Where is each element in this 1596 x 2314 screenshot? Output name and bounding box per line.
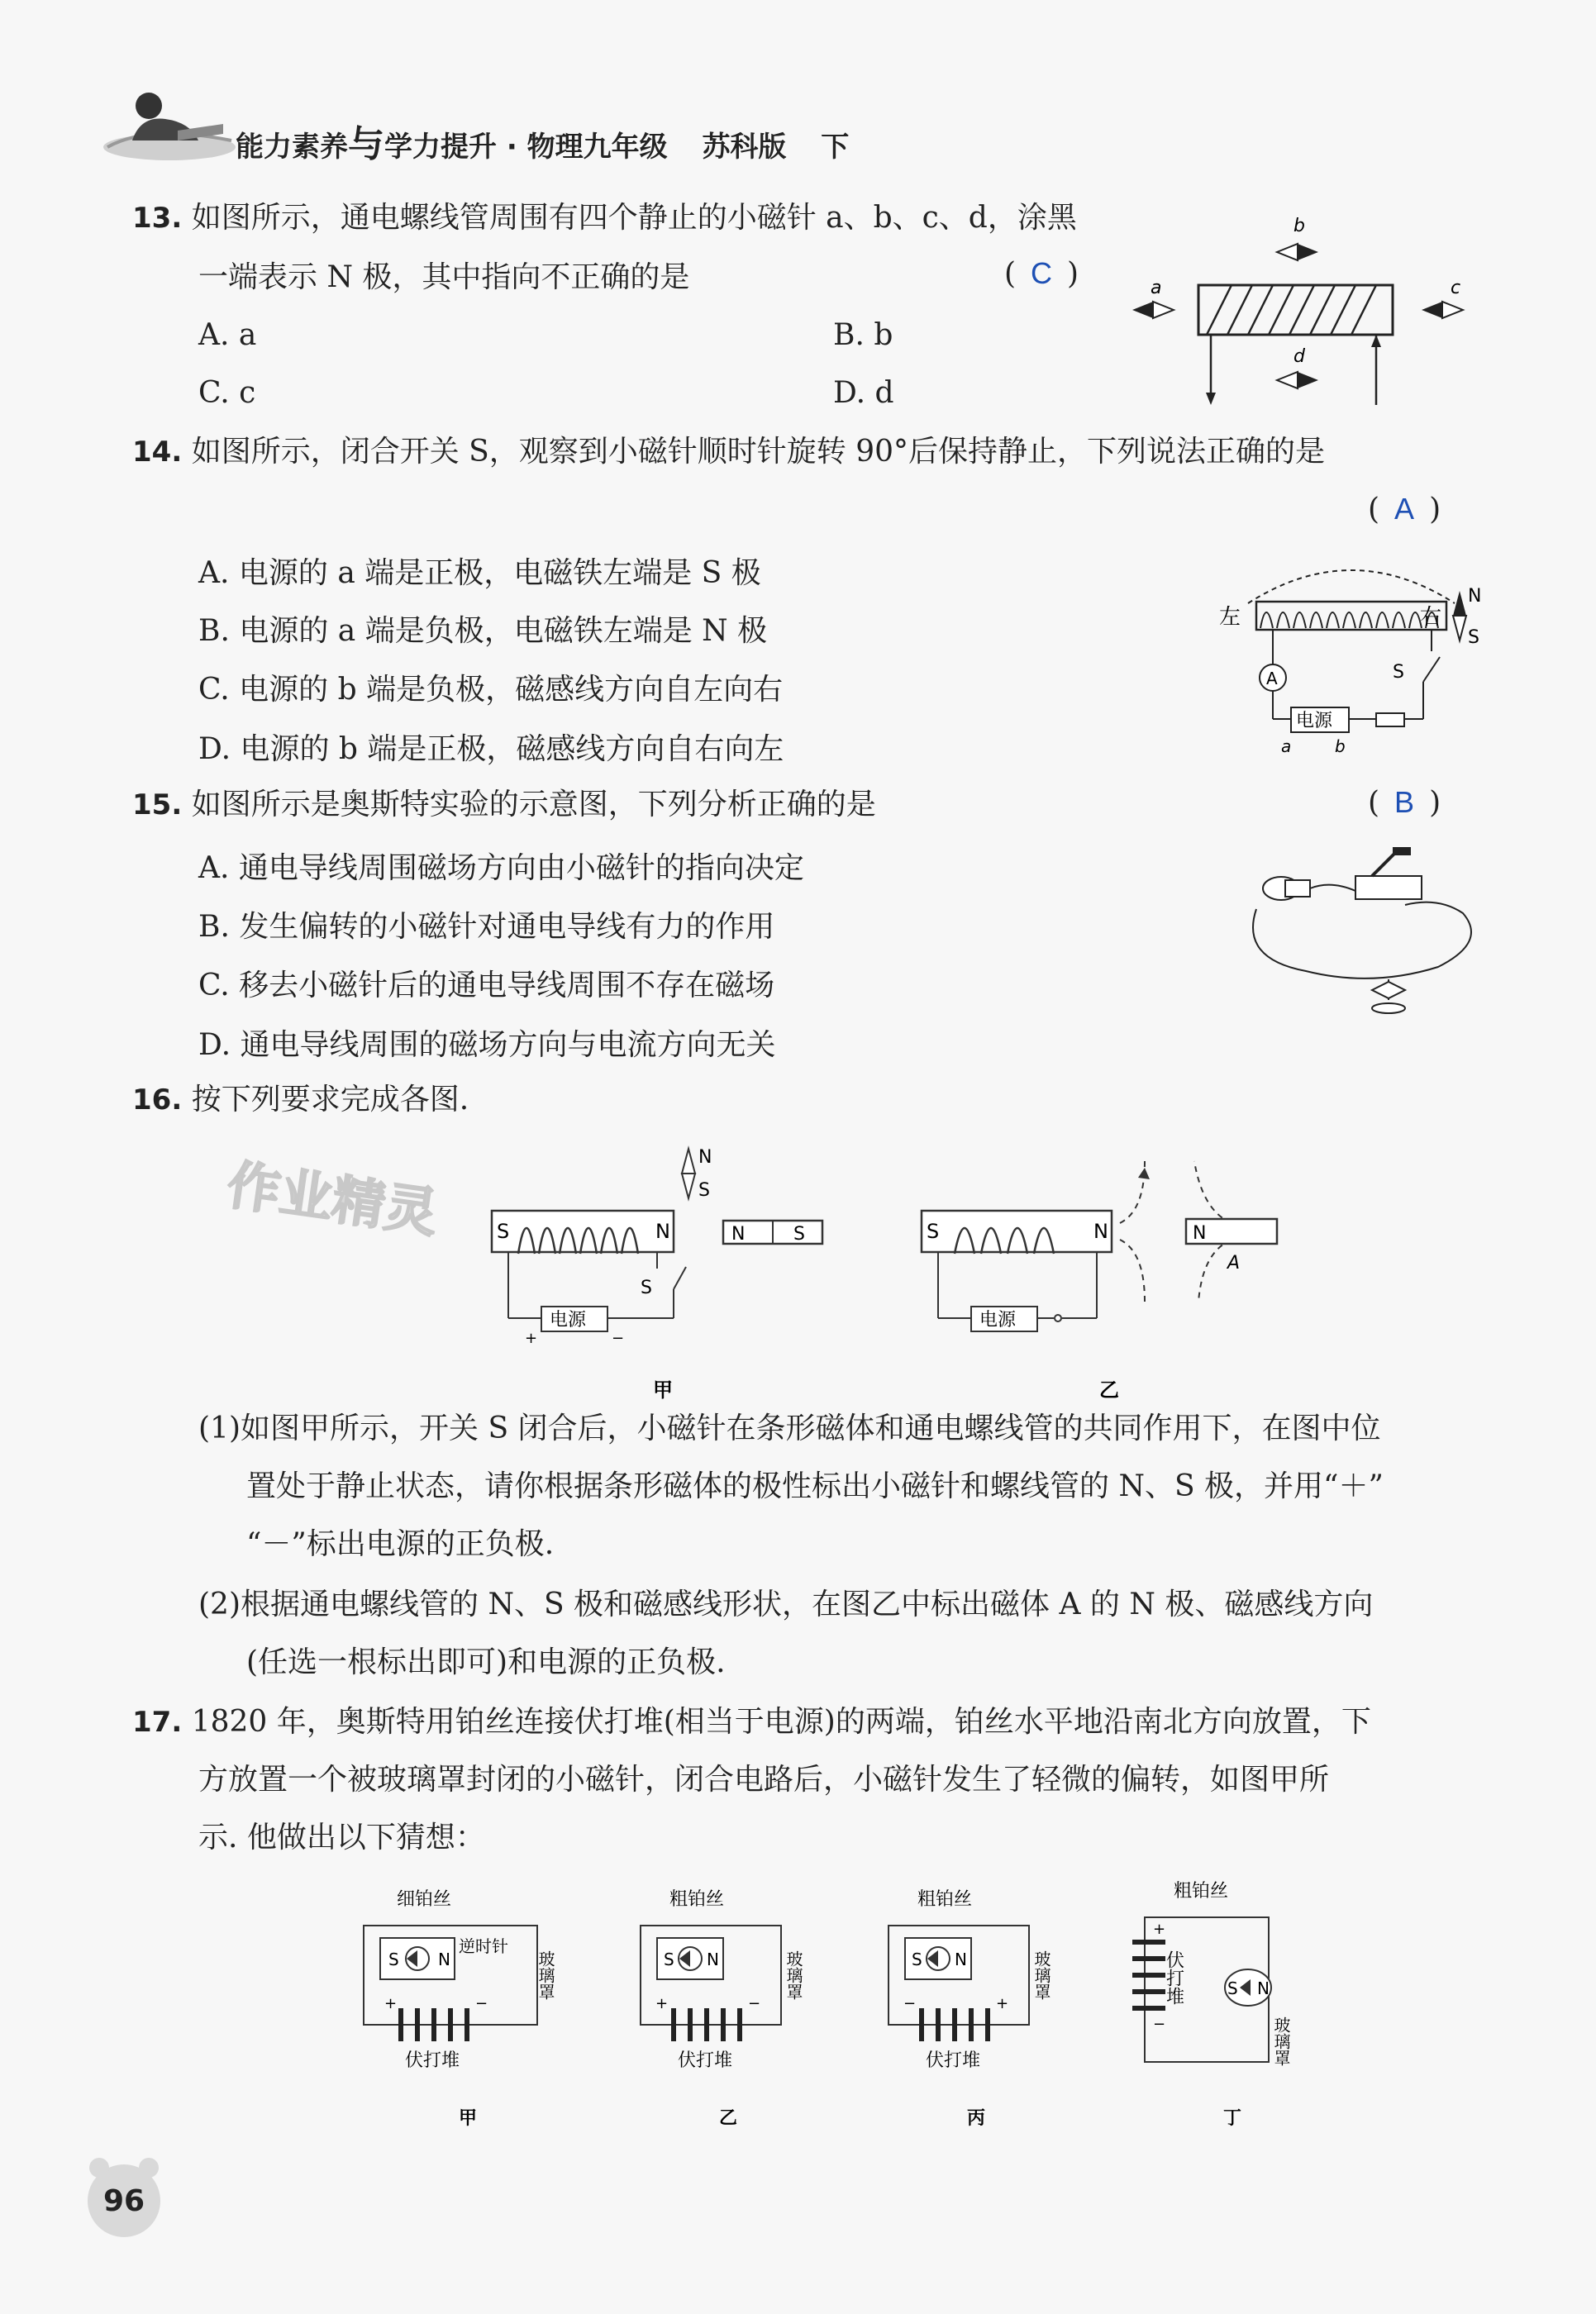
q13-label-b: b	[1293, 216, 1305, 236]
q17-ding-minus: −	[1153, 2016, 1166, 2033]
q17-line3: 示. 他做出以下猜想：	[198, 1821, 485, 1855]
q13-line2: 一端表示 N 极，其中指向不正确的是	[198, 260, 690, 294]
q13-line1: 如图所示，通电螺线管周围有四个静止的小磁针 a、b、c、d，涂黑	[191, 201, 1077, 235]
q17-jia-caption: 甲	[459, 2108, 478, 2129]
page-number: 96	[102, 2184, 145, 2218]
q14-label-n: N	[1468, 586, 1482, 607]
jia-bar-n: N	[731, 1224, 746, 1245]
header-volume: 下	[821, 131, 850, 164]
q17-ding-wire: 粗铂丝	[1174, 1881, 1229, 1902]
jia-caption: 甲	[653, 1378, 673, 1401]
q13-number: 13.	[132, 202, 183, 235]
question-14	[132, 432, 1325, 472]
q13-label-c: c	[1451, 278, 1461, 298]
q17-jia-extra: 逆时针	[459, 1936, 508, 1956]
yi-bar-n: N	[1193, 1223, 1207, 1244]
q17-ding-glass: 玻璃罩	[1271, 2016, 1291, 2066]
q16-figure-yi	[913, 1153, 1293, 1401]
q17-jia-s: S	[388, 1950, 399, 1969]
q13-label-d: d	[1293, 346, 1305, 367]
q17-bing-s: S	[912, 1950, 922, 1969]
q16-sub1-line1: (1)如图甲所示，开关 S 闭合后，小磁针在条形磁体和通电螺线管的共同作用下，在图中位	[198, 1412, 1381, 1445]
q17-figure-bing	[880, 1884, 1095, 2132]
question-13	[132, 198, 1124, 298]
q17-jia-plus: +	[384, 1995, 398, 2012]
q15-answer-bracket: ( B )	[1368, 785, 1441, 820]
header	[99, 83, 926, 174]
jia-coil-s: S	[497, 1220, 510, 1243]
q17-jia-wire: 细铂丝	[397, 1889, 452, 1910]
q17-jia-minus: −	[475, 1995, 488, 2012]
q14-option-c: C. 电源的 b 端是负极，磁感线方向自左向右	[198, 673, 784, 707]
jia-needle-n: N	[698, 1147, 712, 1168]
q17-yi-s: S	[664, 1950, 674, 1969]
q15-stem: 如图所示是奥斯特实验的示意图，下列分析正确的是	[191, 788, 876, 821]
q13-figure	[1124, 207, 1471, 413]
q17-yi-wire: 粗铂丝	[669, 1889, 725, 1910]
q15-option-c: C. 移去小磁针后的通电导线周围不存在磁场	[198, 969, 775, 1002]
q16-stem: 按下列要求完成各图.	[191, 1083, 469, 1117]
q17-figure-ding	[1128, 1872, 1343, 2136]
question-17	[132, 1702, 1504, 1858]
q17-ding-s: S	[1227, 1978, 1238, 1998]
q17-figure-yi	[632, 1884, 847, 2132]
q14-option-a: A. 电源的 a 端是正极，电磁铁左端是 S 极	[198, 556, 761, 590]
q17-bing-minus: +	[996, 1995, 1009, 2012]
q17-line2: 方放置一个被玻璃罩封闭的小磁针，闭合电路后，小磁针发生了轻微的偏转，如图甲所	[198, 1763, 1330, 1797]
jia-switch: S	[641, 1278, 652, 1298]
question-15	[132, 785, 876, 825]
q15-answer: B	[1394, 785, 1415, 819]
q17-number: 17.	[132, 1706, 183, 1739]
q17-bing-wire: 粗铂丝	[917, 1889, 973, 1910]
q14-option-d: D. 电源的 b 端是正极，磁感线方向自右向左	[198, 732, 784, 766]
q14-answer-bracket: ( A )	[1368, 492, 1441, 526]
q17-yi-pile: 伏打堆	[678, 2050, 733, 2071]
jia-bar-s: S	[793, 1224, 805, 1245]
q14-label-b: b	[1335, 736, 1346, 756]
q15-option-a: A. 通电导线周围磁场方向由小磁针的指向决定	[198, 851, 804, 885]
q13-answer-bracket: ( C )	[1004, 256, 1079, 291]
q17-bing-glass: 玻璃罩	[1031, 1950, 1051, 2000]
q16-sub2-line1: (2)根据通电螺线管的 N、S 极和磁感线形状，在图乙中标出磁体 A 的 N 极、磁感线方向	[198, 1588, 1374, 1621]
yi-caption: 乙	[1099, 1378, 1119, 1401]
q17-yi-plus: +	[655, 1995, 669, 2012]
q17-yi-caption: 乙	[719, 2108, 738, 2129]
question-16	[132, 1080, 469, 1120]
q13-option-c: C. c	[198, 376, 256, 410]
jia-minus: −	[612, 1330, 625, 1347]
q16-sub2	[198, 1585, 1488, 1683]
q14-stem: 如图所示，闭合开关 S，观察到小磁针顺时针旋转 90°后保持静止，下列说法正确的是	[191, 435, 1326, 469]
q16-number: 16.	[132, 1083, 183, 1117]
q16-sub2-line2: (任选一根标出即可)和电源的正负极.	[246, 1645, 726, 1679]
yi-coil-n: N	[1093, 1220, 1108, 1243]
q17-bing-caption: 丙	[967, 2108, 986, 2129]
q13-option-b: B. b	[833, 318, 893, 352]
q17-jia-n: N	[438, 1950, 450, 1969]
q15-option-b: B. 发生偏转的小磁针对通电导线有力的作用	[198, 910, 775, 944]
jia-plus: +	[525, 1330, 538, 1347]
yi-power: 电源	[979, 1310, 1017, 1331]
header-yu: 与	[348, 123, 384, 165]
q17-jia-glass: 玻璃罩	[536, 1950, 555, 2000]
header-title: 能力素养	[236, 131, 348, 164]
q16-sub1	[198, 1409, 1488, 1564]
q14-label-s: S	[1468, 627, 1479, 648]
q14-option-b: B. 电源的 a 端是负极，电磁铁左端是 N 极	[198, 614, 768, 648]
q17-figure-jia	[355, 1884, 595, 2132]
q17-jia-pile: 伏打堆	[405, 2050, 460, 2071]
q16-sub1-line2: 置处于静止状态，请你根据条形磁体的极性标出小磁针和螺线管的 N、S 极，并用“＋”	[246, 1469, 1384, 1503]
jia-needle-s: S	[698, 1180, 710, 1201]
q17-ding-plus: +	[1153, 1921, 1166, 1938]
q15-number: 15.	[132, 788, 183, 821]
q15-figure	[1240, 843, 1479, 1017]
q17-yi-minus: −	[748, 1995, 761, 2012]
q14-label-left: 左	[1219, 605, 1241, 630]
q14-ammeter: A	[1266, 669, 1278, 688]
q14-power: 电源	[1296, 711, 1333, 731]
page-number-badge	[79, 2153, 169, 2244]
q17-ding-pile: 伏打堆	[1163, 1950, 1184, 2005]
q14-figure	[1215, 545, 1488, 764]
q17-bing-n: N	[955, 1950, 967, 1969]
q14-number: 14.	[132, 436, 183, 469]
q13-option-d: D. d	[833, 376, 894, 410]
jia-power: 电源	[550, 1310, 587, 1331]
q17-bing-pile: 伏打堆	[926, 2050, 981, 2071]
q13-answer: C	[1031, 256, 1053, 290]
q17-ding-n: N	[1257, 1978, 1270, 1998]
header-edition: 苏科版	[702, 131, 787, 164]
yi-coil-s: S	[927, 1220, 940, 1243]
q16-figure-jia	[484, 1145, 847, 1401]
jia-coil-n: N	[655, 1220, 670, 1243]
q17-yi-glass: 玻璃罩	[784, 1950, 803, 2000]
q17-line1: 1820 年，奥斯特用铂丝连接伏打堆(相当于电源)的两端，铂丝水平地沿南北方向放置，下	[191, 1705, 1371, 1739]
header-subtitle: 学力提升 · 物理九年级	[384, 131, 668, 164]
watermark: 作业精灵	[223, 1155, 442, 1245]
q14-label-a: a	[1281, 736, 1292, 756]
q17-ding-caption: 丁	[1223, 2108, 1242, 2129]
q14-answer: A	[1394, 492, 1415, 526]
q14-label-right: 右	[1420, 605, 1442, 630]
header-logo-icon	[99, 83, 240, 165]
q13-label-a: a	[1151, 278, 1162, 298]
q16-sub1-line3: “－”标出电源的正负极.	[246, 1527, 555, 1561]
q13-option-a: A. a	[198, 318, 257, 352]
q14-switch-label: S	[1393, 662, 1404, 683]
yi-label-a: A	[1227, 1253, 1241, 1274]
q15-option-d: D. 通电导线周围的磁场方向与电流方向无关	[198, 1028, 776, 1062]
q17-bing-plus: −	[903, 1995, 917, 2012]
q17-yi-n: N	[707, 1950, 719, 1969]
